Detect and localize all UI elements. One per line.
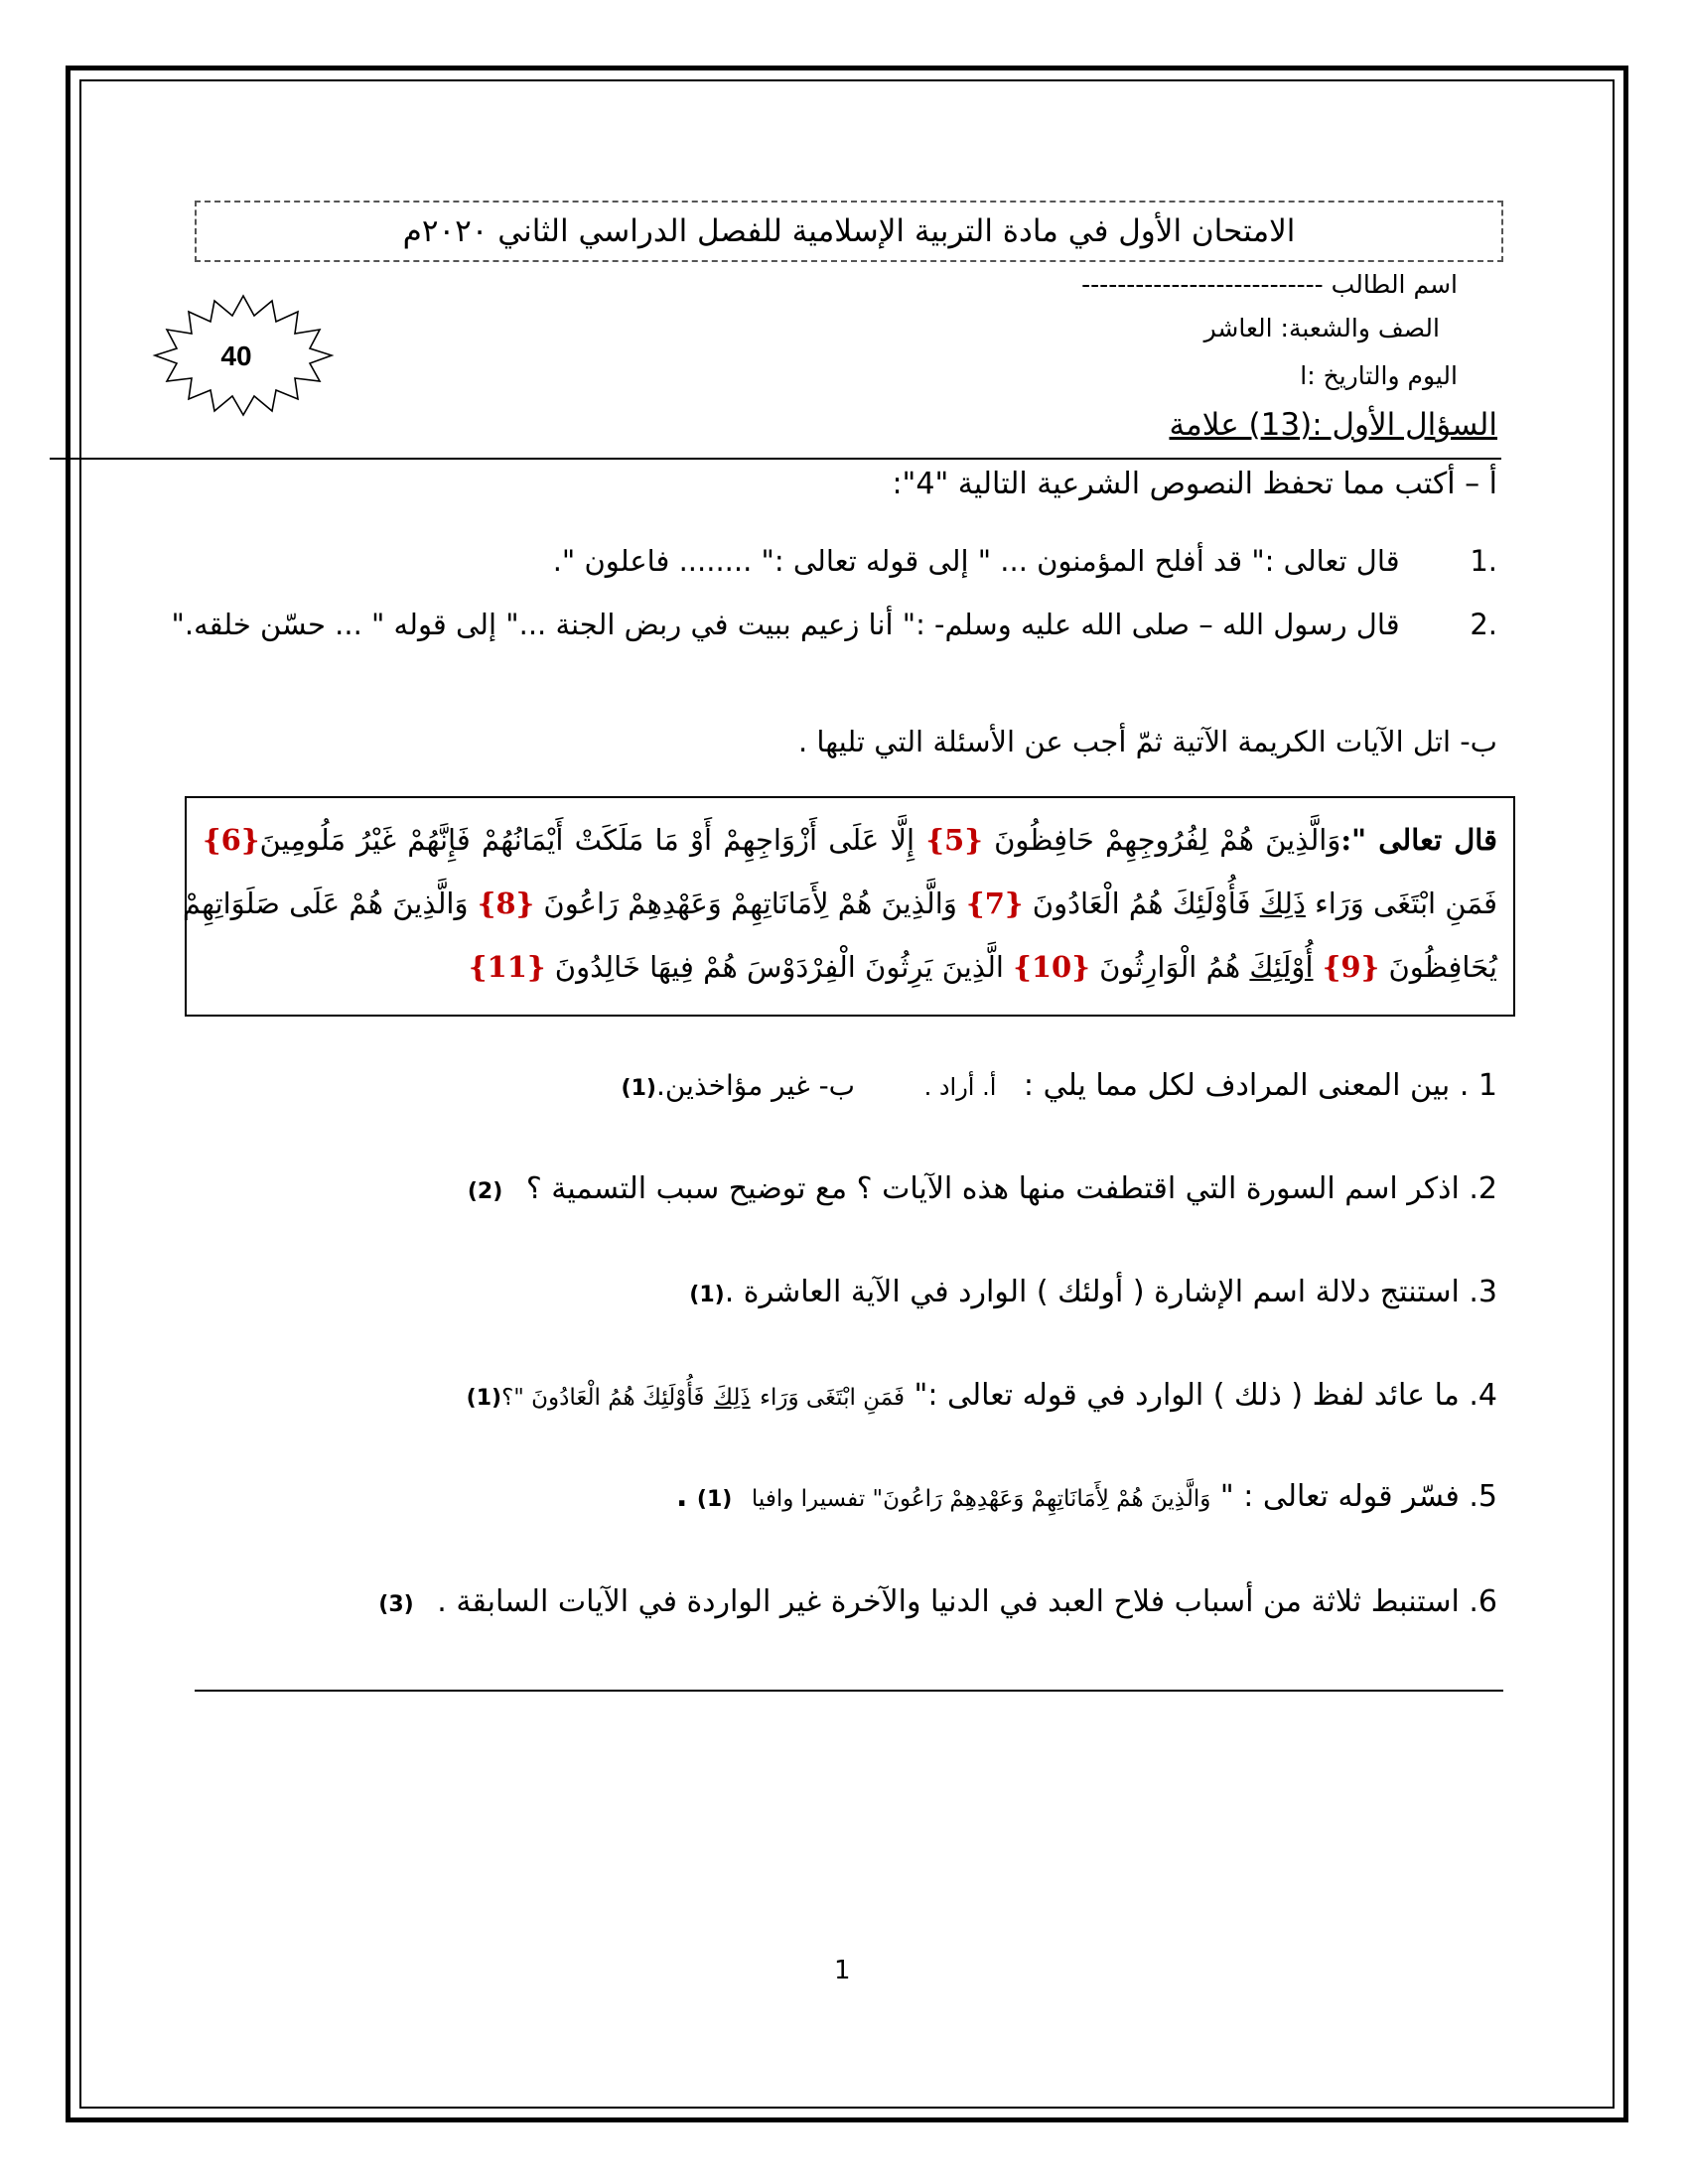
question-number: 3. bbox=[1469, 1275, 1497, 1309]
verse-text: فَأُوْلَئِكَ هُمُ الْعَادُونَ bbox=[1032, 887, 1251, 920]
question-text: استنبط ثلاثة من أسباب فلاح العبد في الدنيا والآخرة غير الواردة في الآيات السابقة . bbox=[437, 1584, 1460, 1619]
page-number: 1 bbox=[834, 1956, 851, 1985]
part-a-instruction: أ – أكتب مما تحفظ النصوص الشرعية التالية "4": bbox=[892, 467, 1497, 501]
question-text: ما عائد لفظ ( ذلك ) الوارد في قوله تعالى :" bbox=[914, 1378, 1460, 1413]
heading-divider bbox=[50, 458, 1501, 460]
question-verse: فَأُوْلَئِكَ هُمُ الْعَادُونَ "؟ bbox=[501, 1385, 705, 1411]
question-verse: فَمَنِ ابْتَغَى وَرَاء bbox=[760, 1385, 905, 1411]
verse-number-11: {11} bbox=[468, 950, 546, 984]
verse-text: الَّذِينَ يَرِثُونَ الْفِرْدَوْسَ هُمْ فِيهَا خَالِدُونَ bbox=[554, 950, 1004, 984]
verse-text: وَالَّذِينَ هُمْ لِفُرُوجِهِمْ حَافِظُونَ bbox=[994, 823, 1341, 857]
bottom-divider bbox=[195, 1690, 1503, 1692]
question-number: 1 . bbox=[1459, 1068, 1497, 1103]
item-number: .1 bbox=[1470, 544, 1497, 578]
question-verse: وَالَّذِينَ هُمْ لِأَمَانَاتِهِمْ وَعَهْدِهِمْ رَاعُونَ" تفسيرا وافيا bbox=[751, 1486, 1211, 1512]
verse-number-8: {8} bbox=[477, 887, 535, 920]
question-6 bbox=[378, 1584, 1497, 1619]
verse-text: يُحَافِظُونَ bbox=[1388, 950, 1497, 984]
item-text: قال تعالى :" قد أفلح المؤمنون ... " إلى قوله تعالى :" ........ فاعلون ". bbox=[552, 544, 1400, 578]
question-number: 5. bbox=[1469, 1479, 1497, 1514]
verse-text: فَمَنِ ابْتَغَى وَرَاء bbox=[1315, 887, 1497, 920]
verse-text: وَالَّذِينَ هُمْ عَلَى صَلَوَاتِهِمْ bbox=[182, 887, 469, 920]
exam-title-box bbox=[195, 201, 1503, 262]
verse-text: هُمُ الْوَارِثُونَ bbox=[1099, 950, 1241, 984]
score-badge: 40 bbox=[220, 341, 252, 371]
verse-line-2 bbox=[182, 872, 1497, 935]
question-verse-underlined: ذَلِكَ bbox=[713, 1385, 751, 1411]
question1-heading: السؤال الأول :(13) علامة bbox=[1169, 407, 1497, 443]
item-number: .2 bbox=[1470, 608, 1497, 641]
sub-item-b: ب- غير مؤاخذين. bbox=[655, 1069, 856, 1102]
student-name-label: اسم الطالب --------------------------- bbox=[1081, 270, 1458, 299]
question-mark: (1) bbox=[689, 1283, 725, 1307]
verse-intro: قال تعالى ": bbox=[1340, 823, 1498, 857]
question-1 bbox=[622, 1068, 1497, 1103]
question-number: 6. bbox=[1469, 1584, 1497, 1619]
verse-number-9: {9} bbox=[1322, 950, 1380, 984]
memorize-item-2 bbox=[172, 608, 1497, 641]
question-mark: (1) bbox=[621, 1076, 656, 1101]
question-3 bbox=[689, 1275, 1497, 1309]
question-text: بين المعنى المرادف لكل مما يلي : bbox=[1023, 1068, 1451, 1103]
verse-number-5: {5} bbox=[925, 823, 983, 857]
question-text: استنتج دلالة اسم الإشارة ( أولئك ) الوارد في الآية العاشرة . bbox=[724, 1275, 1460, 1309]
verse-text: وَالَّذِينَ هُمْ لِأَمَانَاتِهِمْ وَعَهْدِهِمْ رَاعُونَ bbox=[543, 887, 957, 920]
verse-text: إِلَّا عَلَى أَزْوَاجِهِمْ أَوْ مَا مَلَكَتْ أَيْمَانُهُمْ فَإِنَّهُمْ غَيْرُ مَلُومِينَ bbox=[259, 823, 915, 857]
question-text: فسّر قوله تعالى : " bbox=[1219, 1479, 1460, 1514]
question-mark: (2) bbox=[467, 1179, 503, 1204]
date-label: اليوم والتاريخ :ا bbox=[1300, 361, 1458, 390]
score-starburst bbox=[151, 294, 336, 417]
verse-line-1 bbox=[203, 808, 1497, 872]
verse-number-10: {10} bbox=[1013, 950, 1090, 984]
verse-underlined: أُوْلَئِكَ bbox=[1249, 950, 1314, 984]
question-text: اذكر اسم السورة التي اقتطفت منها هذه الآيات ؟ مع توضيح سبب التسمية ؟ bbox=[525, 1171, 1460, 1206]
verses-box bbox=[182, 796, 1515, 1017]
part-b-instruction: ب- اتل الآيات الكريمة الآتية ثمّ أجب عن الأسئلة التي تليها . bbox=[798, 725, 1497, 758]
verse-number-7: {7} bbox=[966, 887, 1024, 920]
class-label: الصف والشعبة: العاشر bbox=[1203, 314, 1440, 342]
question-mark: (1) bbox=[466, 1386, 502, 1411]
question-2 bbox=[468, 1171, 1497, 1206]
question-number: 4. bbox=[1469, 1378, 1497, 1413]
question-5 bbox=[676, 1479, 1497, 1514]
item-text: قال رسول الله – صلى الله عليه وسلم- :" أنا زعيم ببيت في ربض الجنة ..." إلى قوله " ... حسّن خلقه." bbox=[171, 608, 1400, 641]
question-tail: . bbox=[675, 1479, 688, 1514]
sub-item-a: أ. أراد . bbox=[923, 1073, 997, 1101]
question-mark: (3) bbox=[378, 1592, 414, 1617]
verse-line-3 bbox=[203, 935, 1497, 999]
verse-underlined: ذَلِكَ bbox=[1259, 887, 1306, 920]
question-4 bbox=[467, 1378, 1497, 1413]
question-number: 2. bbox=[1469, 1171, 1497, 1206]
memorize-item-1 bbox=[553, 544, 1497, 578]
verse-number-6: {6} bbox=[203, 823, 260, 857]
exam-title: الامتحان الأول في مادة التربية الإسلامية للفصل الدراسي الثاني ٢٠٢٠م bbox=[402, 213, 1296, 249]
question-mark: (1) bbox=[696, 1487, 733, 1512]
